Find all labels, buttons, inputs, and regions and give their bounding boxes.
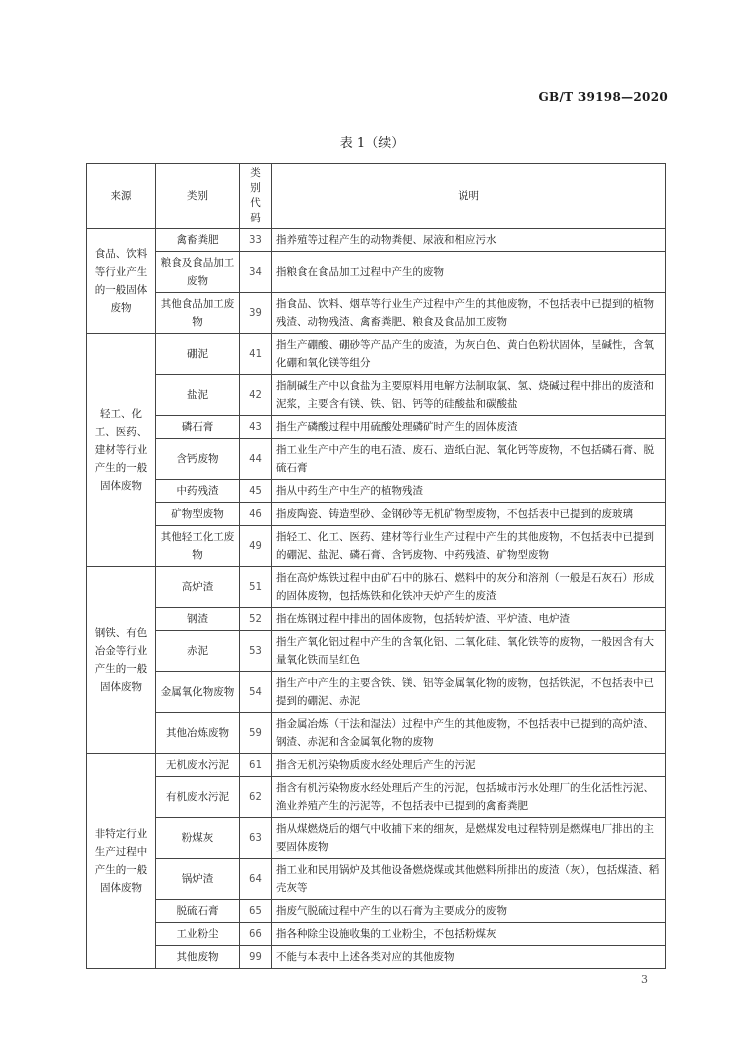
description-cell: 指生产磷酸过程中用硫酸处理磷矿时产生的固体废渣 [272,416,666,439]
table-row [87,229,666,252]
category-cell: 磷石膏 [156,416,240,439]
code-cell: 59 [240,713,272,754]
col-header-category: 类别 [156,164,240,229]
source-cell: 食品、饮料等行业产生的一般固体废物 [87,229,156,334]
code-cell: 99 [240,946,272,969]
page-number: 3 [641,973,648,986]
description-cell: 指工业和民用锅炉及其他设备燃烧煤或其他燃料所排出的废渣（灰），包括煤渣、稻壳灰等 [272,859,666,900]
table-row [87,754,666,777]
table-row [87,608,666,631]
code-cell: 66 [240,923,272,946]
category-cell: 含钙废物 [156,439,240,480]
description-cell: 指废陶瓷、铸造型砂、金钢砂等无机矿物型废物，不包括表中已提到的废玻璃 [272,503,666,526]
table-row [87,859,666,900]
category-cell: 其他冶炼废物 [156,713,240,754]
category-cell: 高炉渣 [156,567,240,608]
category-cell: 矿物型废物 [156,503,240,526]
code-cell: 45 [240,480,272,503]
table-row [87,818,666,859]
source-cell: 钢铁、有色冶金等行业产生的一般固体废物 [87,567,156,754]
code-cell: 51 [240,567,272,608]
table-row [87,713,666,754]
category-cell: 钢渣 [156,608,240,631]
code-cell: 49 [240,526,272,567]
category-cell: 其他食品加工废物 [156,293,240,334]
table-row [87,900,666,923]
category-cell: 禽畜粪肥 [156,229,240,252]
category-cell: 盐泥 [156,375,240,416]
description-cell: 指在炼钢过程中排出的固体废物，包括转炉渣、平炉渣、电炉渣 [272,608,666,631]
category-cell: 锅炉渣 [156,859,240,900]
description-cell: 指生产硼酸、硼砂等产品产生的废渣，为灰白色、黄白色粉状固体，呈碱性，含氧化硼和氧化镁等组分 [272,334,666,375]
description-cell: 不能与本表中上述各类对应的其他废物 [272,946,666,969]
category-cell: 其他轻工化工废物 [156,526,240,567]
code-cell: 46 [240,503,272,526]
category-cell: 粮食及食品加工废物 [156,252,240,293]
table-header-row [87,164,666,229]
table-row [87,252,666,293]
table-row [87,946,666,969]
table-row [87,503,666,526]
category-cell: 中药残渣 [156,480,240,503]
category-cell: 硼泥 [156,334,240,375]
description-cell: 指从中药生产中生产的植物残渣 [272,480,666,503]
col-header-description: 说明 [272,164,666,229]
table-row [87,375,666,416]
description-cell: 指轻工、化工、医药、建材等行业生产过程中产生的其他废物，不包括表中已提到的硼泥、盐泥、磷石膏、含钙废物、中药残渣、矿物型废物 [272,526,666,567]
description-cell: 指粮食在食品加工过程中产生的废物 [272,252,666,293]
code-cell: 44 [240,439,272,480]
description-cell: 指养殖等过程产生的动物粪便、尿液和相应污水 [272,229,666,252]
description-cell: 指制碱生产中以食盐为主要原料用电解方法制取氯、氢、烧碱过程中排出的废渣和泥浆，主要含有镁、铁、铝、钙等的硅酸盐和碳酸盐 [272,375,666,416]
category-cell: 脱硫石膏 [156,900,240,923]
code-cell: 52 [240,608,272,631]
source-cell: 非特定行业生产过程中产生的一般固体废物 [87,754,156,969]
waste-classification-table [86,163,666,969]
category-cell: 无机废水污泥 [156,754,240,777]
table-row [87,293,666,334]
category-cell: 赤泥 [156,631,240,672]
description-cell: 指在高炉炼铁过程中由矿石中的脉石、燃料中的灰分和溶剂（一般是石灰石）形成的固体废物，包括炼铁和化铁冲天炉产生的废渣 [272,567,666,608]
table-row [87,631,666,672]
category-cell: 工业粉尘 [156,923,240,946]
code-cell: 41 [240,334,272,375]
description-cell: 指废气脱硫过程中产生的以石膏为主要成分的废物 [272,900,666,923]
description-cell: 指含无机污染物质废水经处理后产生的污泥 [272,754,666,777]
code-cell: 39 [240,293,272,334]
code-cell: 42 [240,375,272,416]
table-row [87,567,666,608]
category-cell: 金属氧化物废物 [156,672,240,713]
description-cell: 指食品、饮料、烟草等行业生产过程中产生的其他废物，不包括表中已提到的植物残渣、动物残渣、禽畜粪肥、粮食及食品加工废物 [272,293,666,334]
code-cell: 62 [240,777,272,818]
description-cell: 指生产氧化铝过程中产生的含氧化铝、二氧化硅、氧化铁等的废物，一般因含有大量氧化铁而呈红色 [272,631,666,672]
description-cell: 指生产中产生的主要含铁、镁、铝等金属氧化物的废物，包括铁泥，不包括表中已提到的硼泥、赤泥 [272,672,666,713]
standard-number: GB/T 39198—2020 [538,90,668,104]
table-row [87,777,666,818]
col-header-source: 来源 [87,164,156,229]
table-title: 表 1（续） [339,136,405,151]
description-cell: 指从煤燃烧后的烟气中收捕下来的细灰，是燃煤发电过程特别是燃煤电厂排出的主要固体废物 [272,818,666,859]
table-row [87,416,666,439]
table-row [87,480,666,503]
table-body [87,229,666,969]
code-cell: 33 [240,229,272,252]
description-cell: 指含有机污染物废水经处理后产生的污泥，包括城市污水处理厂的生化活性污泥、渔业养殖产生的污泥等，不包括表中已提到的禽畜粪肥 [272,777,666,818]
code-cell: 34 [240,252,272,293]
table-row [87,334,666,375]
code-cell: 63 [240,818,272,859]
code-cell: 65 [240,900,272,923]
source-cell: 轻工、化工、医药、建材等行业产生的一般固体废物 [87,334,156,567]
category-cell: 粉煤灰 [156,818,240,859]
table-row [87,526,666,567]
table-row [87,672,666,713]
category-cell: 有机废水污泥 [156,777,240,818]
code-cell: 43 [240,416,272,439]
code-cell: 53 [240,631,272,672]
code-cell: 61 [240,754,272,777]
table-row [87,923,666,946]
col-header-code: 类别代码 [240,164,272,229]
category-cell: 其他废物 [156,946,240,969]
description-cell: 指各种除尘设施收集的工业粉尘，不包括粉煤灰 [272,923,666,946]
description-cell: 指金属冶炼（干法和湿法）过程中产生的其他废物，不包括表中已提到的高炉渣、钢渣、赤泥和含金属氧化物的废物 [272,713,666,754]
code-cell: 64 [240,859,272,900]
description-cell: 指工业生产中产生的电石渣、废石、造纸白泥、氧化钙等废物，不包括磷石膏、脱硫石膏 [272,439,666,480]
table-row [87,439,666,480]
code-cell: 54 [240,672,272,713]
